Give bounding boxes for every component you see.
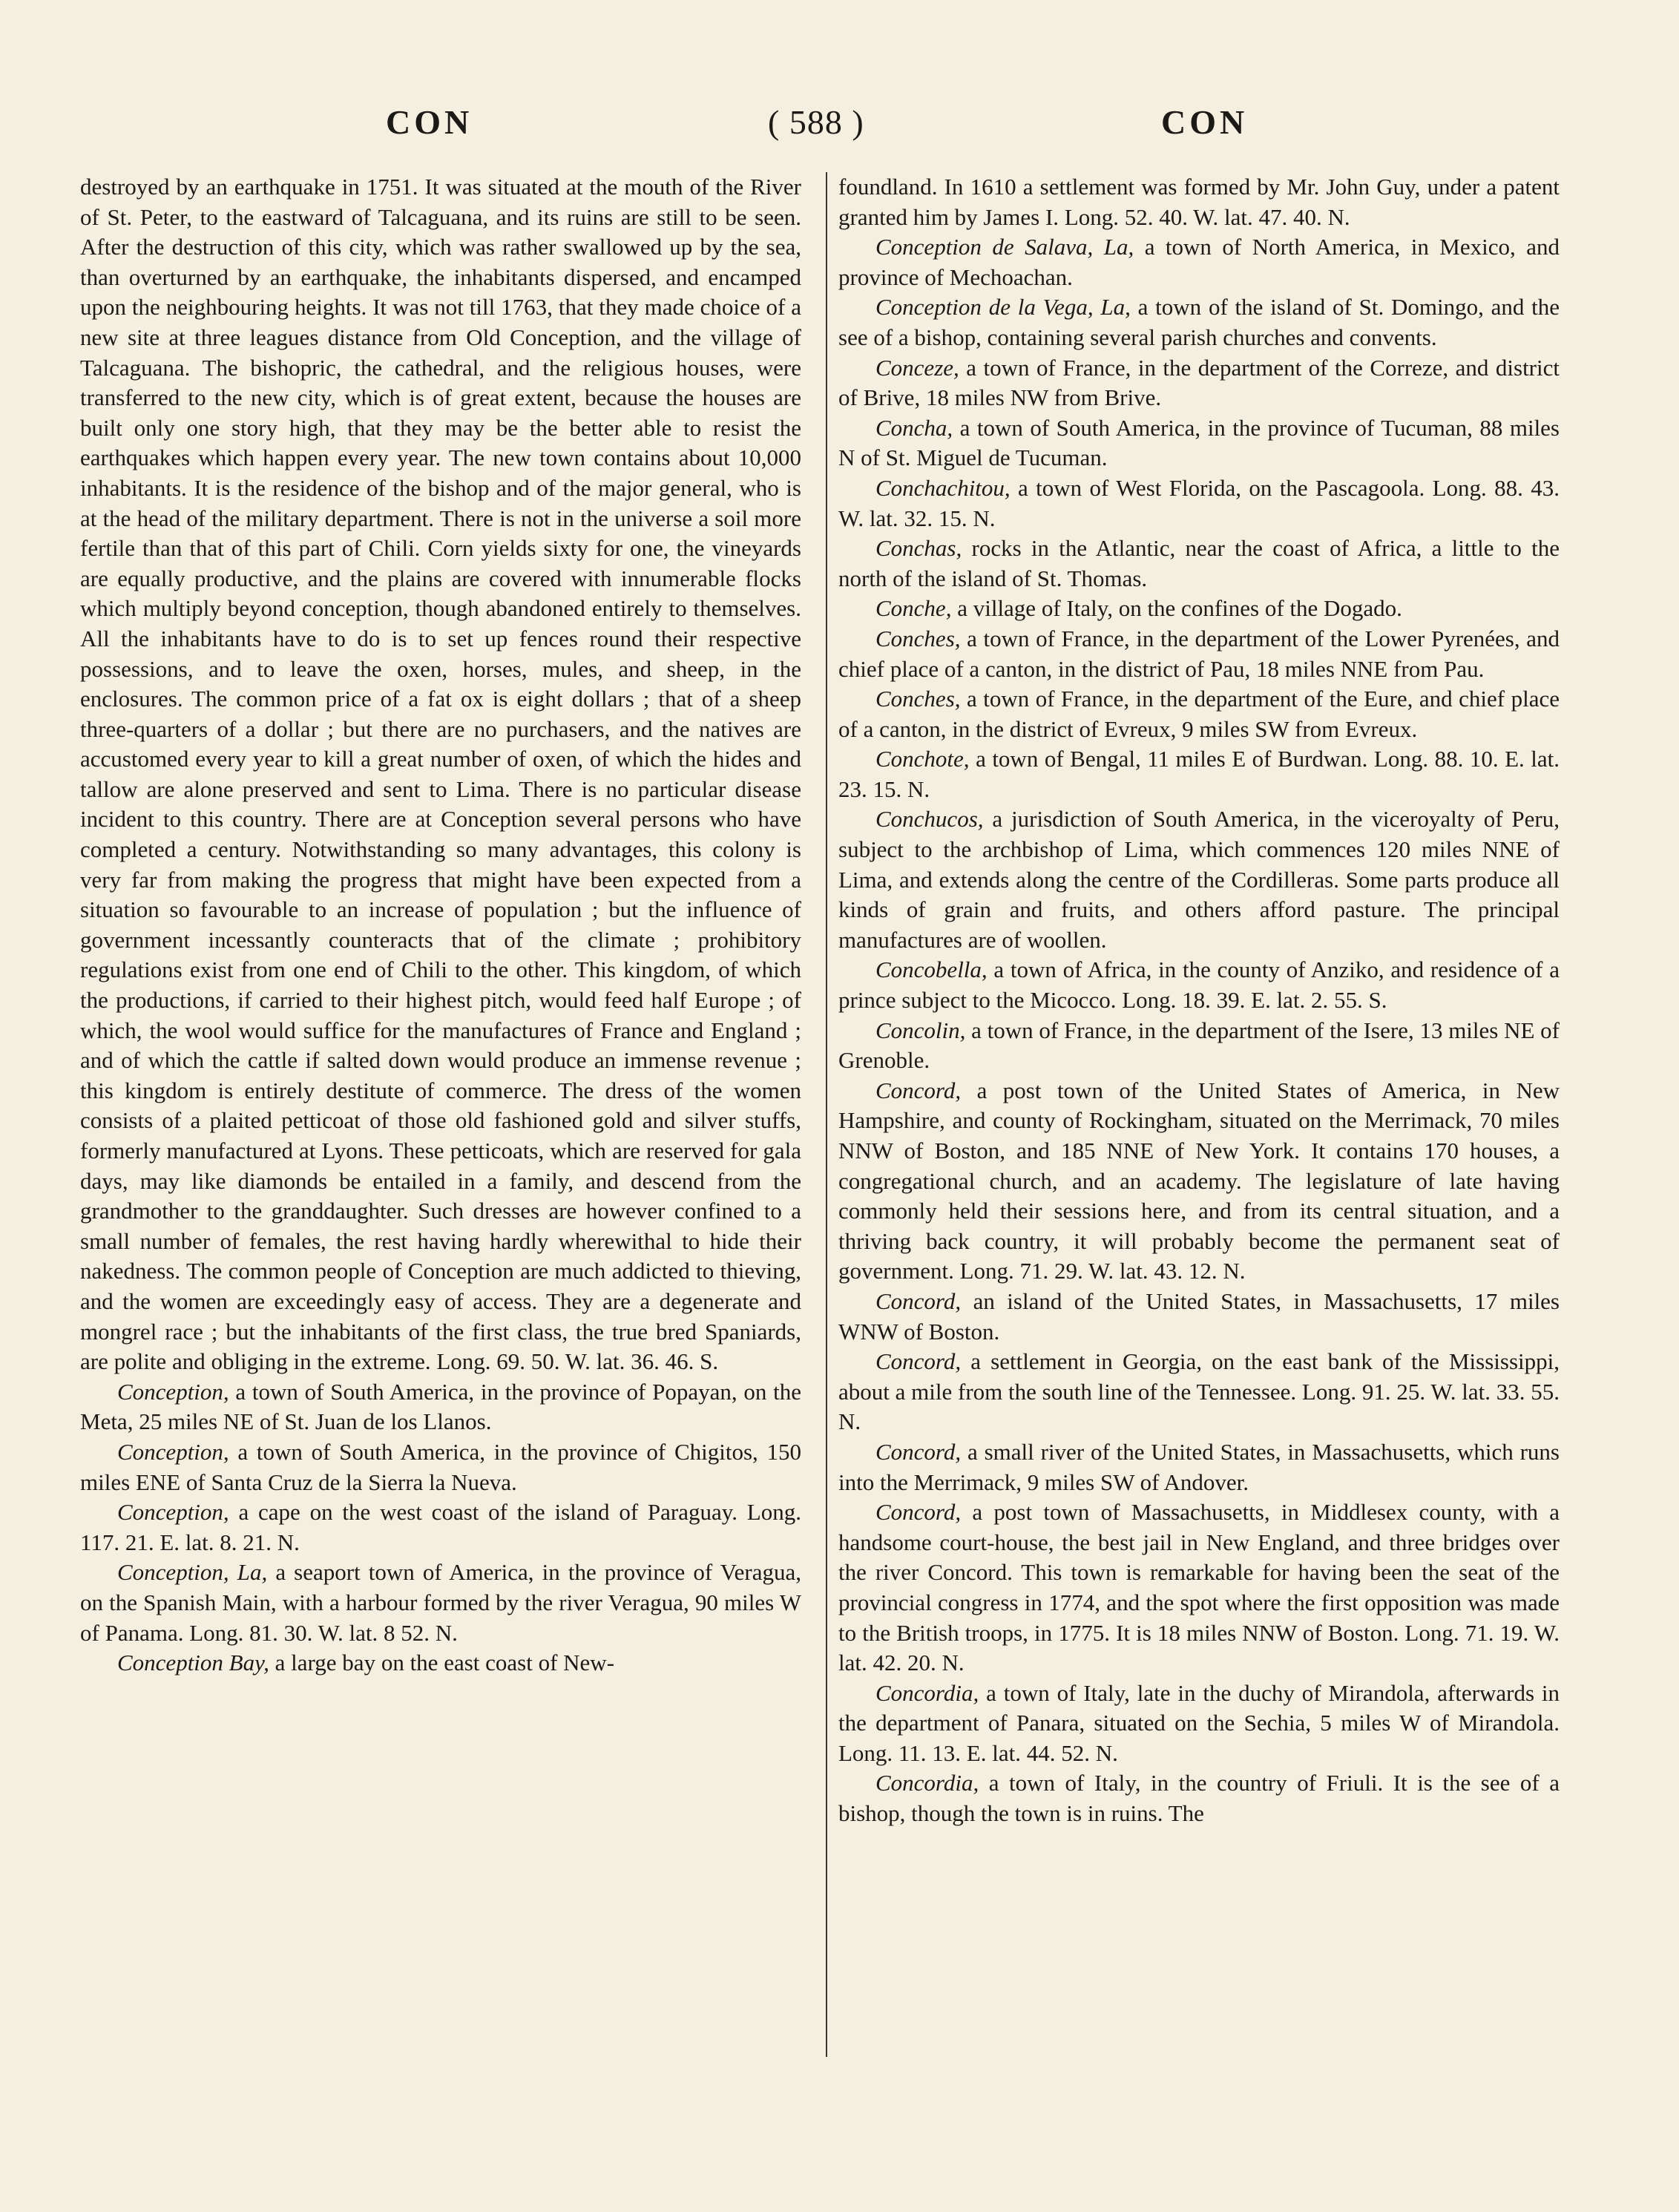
gazetteer-entry [838,232,1560,292]
entry-headword: Concord, [875,1287,962,1314]
entry-text: a town of South America, in the province of Tucuman, 88 miles N of St. Miguel de Tucuman. [838,414,1560,471]
entry-text: a town of South America, in the province of Popayan, on the Meta, 25 miles NE of St. Juan de los Llanos. [80,1378,801,1435]
entry-headword: Conception, [117,1499,229,1526]
running-head-left: CON [386,103,473,141]
entry-headword: Concobella, [875,956,988,983]
entry-headword: Concord, [875,1499,962,1526]
gazetteer-entry [838,684,1560,744]
gazetteer-entry [838,1497,1560,1678]
entry-text: a town of Africa, in the county of Anziko, and residence of a prince subject to the Micocco. Long. 18. 39. E. lat. 2. 55. S. [838,956,1560,1014]
gazetteer-entry [838,955,1560,1015]
entry-text: a town of France, in the department of the Isere, 13 miles NE of Grenoble. [838,1017,1560,1074]
entry-headword: Conception, La, [117,1559,268,1586]
entry-text: a town of France, in the department of the Correze, and district of Brive, 18 miles NW from Brive. [838,354,1560,411]
right-column [838,172,1560,2072]
entry-text: a town of Bengal, 11 miles E of Burdwan. Long. 88. 10. E. lat. 23. 15. N. [838,746,1560,802]
entry-headword: Conception de la Vega, La, [875,294,1131,321]
entry-headword: Conception, [117,1378,229,1405]
gazetteer-entry [838,292,1560,352]
gazetteer-entry [838,594,1560,624]
page-number: ( 588 ) [768,103,864,141]
entry-text: a post town of the United States of America, in New Hampshire, and county of Rockingham, situated on the Merrimack, 70 miles NNW of Boston, and 185 NNE of New York. It contains 170 houses, a congregational church, and an academy. The legislature of late having commonly held their sessions here, and from its central situation, and a thriving back country, it will probably become the permanent seat of government. Long. 71. 29. W. lat. 43. 12. N. [838,1077,1560,1284]
gazetteer-entry [838,353,1560,413]
entry-text: a seaport town of America, in the province of Veragua, on the Spanish Main, with a harbour formed by the river Veragua, 90 miles W of Panama. Long. 81. 30. W. lat. 8 52. N. [80,1559,801,1646]
entry-headword: Concord, [875,1077,962,1103]
entry-headword: Concord, [875,1438,962,1465]
entry-text: destroyed by an earthquake in 1751. It was situated at the mouth of the River of St. Peter, to the eastward of Talcaguana, and its ruins are still to be seen. After the destruction of this city, which was rather swallowed up by the sea, than overturned by an earthquake, the inhabitants dispersed, and encamped upon the neighbouring heights. It was not till 1763, that they made choice of a new site at three leagues distance from Old Conception, and the village of Talcaguana. The bishopric, the cathedral, and the religious houses, were transferred to the new city, which is of great extent, because the houses are built only one story high, that they may be the better able to resist the earthquakes which happen every year. The new town contains about 10,000 inhabitants. It is the residence of the bishop and of the major general, who is at the head of the military department. There is not in the universe a soil more fertile than that of this part of Chili. Corn yields sixty for one, the vineyards are equally productive, and the plains are covered with innumerable flocks which multiply beyond conception, though abandoned entirely to themselves. All the inhabitants have to do is to set up fences round their respective possessions, and to leave the oxen, horses, mules, and sheep, in the enclosures. The common price of a fat ox is eight dollars ; that of a sheep three-quarters of a dollar ; but there are no purchasers, and the natives are accustomed every year to kill a great number of oxen, of which the hides and tallow are alone preserved and sent to Lima. There is no particular disease incident to this country. There are at Conception several persons who have completed a century. Notwithstanding so many advantages, this colony is very far from making the progress that might have been expected from a situation so favourable to an increase of population ; but the influence of government incessantly counteracts that of the climate ; prohibitory regulations exist from one end of Chili to the other. This kingdom, of which the productions, if carried to their highest pitch, would feed half Europe ; of which, the wool would suffice for the manufactures of France and England ; and of which the cattle if salted down would produce an immense revenue ; this kingdom is entirely destitute of commerce. The dress of the women consists of a plaited petticoat of those old fashioned gold and silver stuffs, formerly manufactured at Lyons. These petticoats, which are reserved for gala days, may like diamonds be entailed in a family, and descend from the grandmother to the granddaughter. Such dresses are however confined to a small number of females, the rest having hardly wherewithal to hide their nakedness. The common people of Conception are much addicted to thieving, and the women are exceedingly easy of access. They are a degenerate and mongrel race ; but the inhabitants of the first class, the true bred Spaniards, are polite and obliging in the extreme. Long. 69. 50. W. lat. 36. 46. S. [80,174,801,1375]
entry-text: a small river of the United States, in Massachusetts, which runs into the Merrimack, 9 miles SW of Andover. [838,1438,1560,1495]
entry-text: a post town of Massachusetts, in Middlesex county, with a handsome court-house, the best jail in New England, and three bridges over the river Concord. This town is remarkable for having been the seat of the provincial congress in 1774, and the spot where the first opposition was made to the British troops, in 1775. It is 18 miles NNW of Boston. Long. 71. 19. W. lat. 42. 20. N. [838,1499,1560,1676]
gazetteer-entry [838,744,1560,804]
gazetteer-entry [838,804,1560,955]
gazetteer-entry [838,1076,1560,1287]
entry-text: a settlement in Georgia, on the east bank of the Mississippi, about a mile from the south line of the Tennessee. Long. 91. 25. W. lat. 33. 55. N. [838,1348,1560,1435]
entry-headword: Conception Bay, [117,1650,269,1676]
entry-text: a town of France, in the department of the Eure, and chief place of a canton, in the district of Evreux, 9 miles SW from Evreux. [838,686,1560,742]
entry-headword: Concordia, [875,1770,979,1796]
entry-text: a village of Italy, on the confines of the Dogado. [951,595,1402,622]
gazetteer-entry [838,413,1560,473]
left-column [80,172,801,2072]
gazetteer-entry [80,1377,801,1437]
column-divider [826,172,827,2057]
entry-headword: Conchas, [875,535,962,562]
entry-text: an island of the United States, in Massachusetts, 17 miles WNW of Boston. [838,1287,1560,1345]
gazetteer-entry [838,1437,1560,1497]
gazetteer-entry [838,473,1560,534]
entry-text: foundland. In 1610 a settlement was formed by Mr. John Guy, under a patent granted him by James I. Long. 52. 40. W. lat. 47. 40. N. [838,174,1560,230]
entry-headword: Conche, [875,595,952,622]
gazetteer-entry [80,1648,801,1678]
gazetteer-entry [838,624,1560,684]
entry-headword: Conches, [875,625,961,652]
gazetteer-entry [838,1287,1560,1347]
entry-text: rocks in the Atlantic, near the coast of Africa, a little to the north of the island of St. Thomas. [838,535,1560,591]
entry-headword: Concha, [875,414,953,441]
entry-text: a jurisdiction of South America, in the viceroyalty of Peru, subject to the archbishop of Lima, which commences 120 miles NNE of Lima, and extends along the centre of the Cordilleras. Some parts produce all kinds of grain and fruits, and others afford pasture. The principal manufactures are of woollen. [838,806,1560,953]
page-header [0,102,1679,154]
entry-text: a town of Italy, late in the duchy of Mirandola, afterwards in the department of Panara, situated on the Sechia, 5 miles W of Mirandola. Long. 11. 13. E. lat. 44. 52. N. [838,1679,1560,1766]
entry-headword: Conchachitou, [875,474,1011,501]
entry-headword: Conception de Salava, La, [875,234,1134,260]
entry-headword: Conches, [875,686,961,712]
gazetteer-entry [80,172,801,1377]
entry-headword: Conchote, [875,746,970,772]
entry-headword: Conchucos, [875,806,984,833]
entry-text: a town of Italy, in the country of Friuli. It is the see of a bishop, though the town is in ruins. The [838,1770,1560,1827]
gazetteer-entry [80,1497,801,1558]
entry-headword: Concord, [875,1348,962,1375]
entry-headword: Concolin, [875,1017,966,1043]
entry-headword: Conception, [117,1438,229,1465]
entry-text: a town of the island of St. Domingo, and the see of a bishop, containing several parish churches and convents. [838,294,1560,350]
running-head-right: CON [1161,103,1249,141]
gazetteer-entry [80,1437,801,1497]
entry-text: a town of North America, in Mexico, and province of Mechoachan. [838,234,1560,290]
gazetteer-entry [838,1678,1560,1769]
gazetteer-entry [838,1016,1560,1076]
entry-headword: Conceze, [875,354,959,381]
gazetteer-entry [80,1558,801,1648]
entry-text: a cape on the west coast of the island of Paraguay. Long. 117. 21. E. lat. 8. 21. N. [80,1499,801,1555]
gazetteer-entry [838,172,1560,232]
gazetteer-entry [838,534,1560,594]
entry-text: a town of South America, in the province of Chigitos, 150 miles ENE of Santa Cruz de la Sierra la Nueva. [80,1438,801,1495]
gazetteer-entry [838,1768,1560,1828]
gazetteer-entry [838,1347,1560,1437]
entry-headword: Concordia, [875,1679,979,1706]
entry-text: a town of West Florida, on the Pascagoola. Long. 88. 43. W. lat. 32. 15. N. [838,474,1560,531]
entry-text: a town of France, in the department of the Lower Pyrenées, and chief place of a canton, in the district of Pau, 18 miles NNE from Pau. [838,625,1560,682]
entry-text: a large bay on the east coast of New- [269,1650,615,1676]
